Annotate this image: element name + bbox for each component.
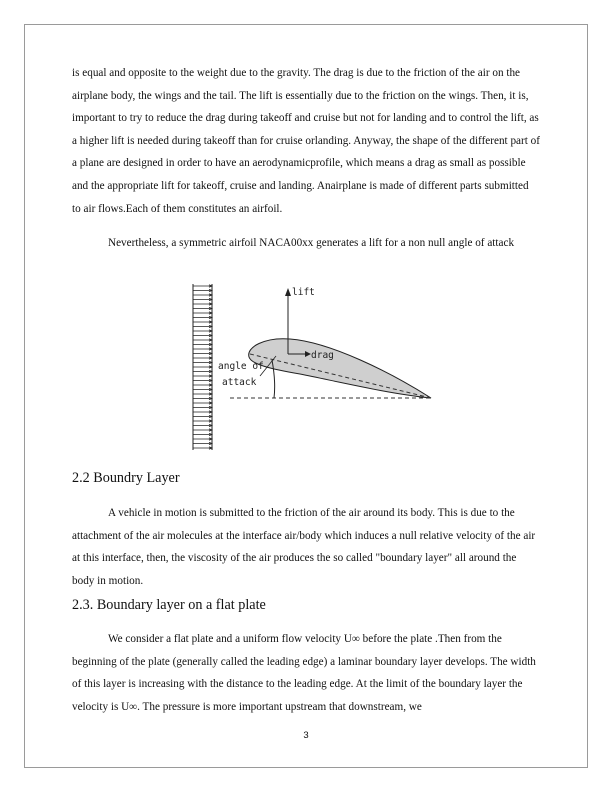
angle-label-line2: attack: [222, 377, 257, 388]
section-heading-boundary-layer: 2.2 Boundry Layer: [72, 470, 180, 486]
lift-arrowhead-icon: [285, 288, 291, 296]
angle-label-line1: angle of: [218, 361, 264, 372]
airfoil-shape: [249, 339, 431, 398]
paragraph-boundary-layer: A vehicle in motion is submitted to the friction of the air around its body. This is due to the attachment of the air molecules at the interface air/body which induces a null relative velocity of the air at this interface, then, the viscosity of the air produces the so called "boundary layer" all around the body in motion.: [72, 507, 536, 587]
paragraph-naca-airfoil: Nevertheless, a symmetric airfoil NACA00xx generates a lift for a non null angle of attack: [108, 237, 515, 249]
page-number: 3: [303, 730, 309, 741]
section-heading-flat-plate: 2.3. Boundary layer on a flat plate: [72, 597, 266, 613]
uniform-flow-arrows: [193, 284, 212, 450]
drag-label: drag: [311, 350, 334, 361]
airfoil-diagram: [190, 282, 440, 454]
lift-label: lift: [292, 287, 315, 298]
paragraph-lift-drag: is equal and opposite to the weight due to the gravity. The drag is due to the friction of the air on the airplane body, the wings and the tail. The lift is essentially due to the friction on the wings. Then, it is, important to try to reduce the drag during takeoff and cruise but not for landing and to control the lift, as a higher lift is needed during takeoff than for cruise orlanding. Anyway, the shape of the different part of a plane are designed in order to have an aerodynamicprofile, which means a drag as small as possible and the appropriate lift for takeoff, cruise and landing. Anairplane is made of different parts submitted to air flows.Each of them constitutes an airfoil.: [72, 67, 540, 215]
paragraph-flat-plate: We consider a flat plate and a uniform flow velocity U∞ before the plate .Then from the beginning of the plate (generally called the leading edge) a laminar boundary layer develops. The width of this layer is increasing with the distance to the leading edge. At the limit of the boundary layer the velocity is U∞. The pressure is more important upstream that downstream, we: [72, 633, 536, 713]
